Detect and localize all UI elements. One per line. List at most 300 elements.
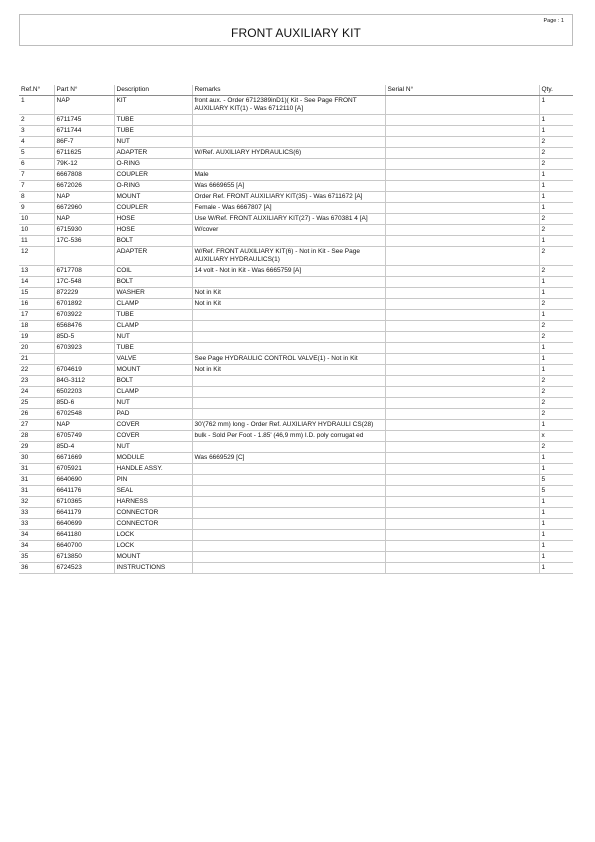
cell-qty: 1 <box>539 541 573 552</box>
table-row <box>19 126 573 137</box>
table-row <box>19 563 573 574</box>
cell-qty: 1 <box>539 310 573 321</box>
column-header-description: Description <box>114 85 192 96</box>
cell-ref: 26 <box>19 409 54 420</box>
table-row <box>19 541 573 552</box>
cell-description: NUT <box>114 398 192 409</box>
cell-ref: 18 <box>19 321 54 332</box>
cell-qty: 1 <box>539 203 573 214</box>
cell-remarks: front aux. - Order 6712389inD1)( Kit - See Page FRONT AUXILIARY KIT(1) - Was 6712110 [A] <box>192 96 385 115</box>
table-row <box>19 247 573 266</box>
cell-part-number: 6711745 <box>54 115 114 126</box>
cell-description: INSTRUCTIONS <box>114 563 192 574</box>
cell-remarks <box>192 519 385 530</box>
table-row <box>19 475 573 486</box>
cell-remarks <box>192 236 385 247</box>
cell-part-number: NAP <box>54 96 114 115</box>
cell-serial <box>385 519 539 530</box>
cell-serial <box>385 225 539 236</box>
cell-qty: 2 <box>539 332 573 343</box>
cell-serial <box>385 192 539 203</box>
cell-part-number: 85D-6 <box>54 398 114 409</box>
table-row <box>19 192 573 203</box>
cell-part-number: 6640690 <box>54 475 114 486</box>
cell-qty: 1 <box>539 236 573 247</box>
cell-part-number: 6502203 <box>54 387 114 398</box>
cell-ref: 25 <box>19 398 54 409</box>
cell-qty: 1 <box>539 126 573 137</box>
cell-part-number: 6703922 <box>54 310 114 321</box>
cell-part-number: 6724523 <box>54 563 114 574</box>
cell-part-number: 6703923 <box>54 343 114 354</box>
parts-table-body <box>19 96 573 574</box>
cell-remarks <box>192 376 385 387</box>
cell-part-number: 17C-548 <box>54 277 114 288</box>
cell-qty: 1 <box>539 181 573 192</box>
cell-ref: 24 <box>19 387 54 398</box>
cell-ref: 14 <box>19 277 54 288</box>
cell-remarks <box>192 508 385 519</box>
cell-description: COVER <box>114 420 192 431</box>
table-row <box>19 137 573 148</box>
cell-description: NUT <box>114 332 192 343</box>
cell-description: COUPLER <box>114 203 192 214</box>
cell-description: MOUNT <box>114 552 192 563</box>
cell-serial <box>385 475 539 486</box>
parts-table-header <box>19 85 573 96</box>
cell-ref: 6 <box>19 159 54 170</box>
cell-part-number: 6641179 <box>54 508 114 519</box>
cell-qty: 2 <box>539 214 573 225</box>
cell-description: CLAMP <box>114 321 192 332</box>
cell-part-number: 85D-5 <box>54 332 114 343</box>
cell-part-number: 6672026 <box>54 181 114 192</box>
table-row <box>19 519 573 530</box>
cell-ref: 22 <box>19 365 54 376</box>
cell-description: MODULE <box>114 453 192 464</box>
cell-qty: 1 <box>539 343 573 354</box>
table-row <box>19 552 573 563</box>
cell-qty: 1 <box>539 277 573 288</box>
table-row <box>19 288 573 299</box>
page-title: FRONT AUXILIARY KIT <box>231 26 361 40</box>
cell-description: HOSE <box>114 225 192 236</box>
table-row <box>19 321 573 332</box>
cell-serial <box>385 563 539 574</box>
table-row <box>19 159 573 170</box>
cell-description: LOCK <box>114 541 192 552</box>
cell-remarks <box>192 137 385 148</box>
cell-serial <box>385 453 539 464</box>
cell-qty: 2 <box>539 266 573 277</box>
cell-ref: 10 <box>19 225 54 236</box>
cell-serial <box>385 181 539 192</box>
cell-serial <box>385 115 539 126</box>
table-row <box>19 398 573 409</box>
header-row <box>19 85 573 96</box>
cell-part-number: 6705921 <box>54 464 114 475</box>
cell-remarks: Not in Kit <box>192 365 385 376</box>
table-row <box>19 310 573 321</box>
table-row <box>19 96 573 115</box>
cell-serial <box>385 288 539 299</box>
table-row <box>19 508 573 519</box>
cell-ref: 2 <box>19 115 54 126</box>
cell-ref: 8 <box>19 192 54 203</box>
cell-description: HANDLE ASSY. <box>114 464 192 475</box>
cell-qty: 2 <box>539 299 573 310</box>
cell-ref: 35 <box>19 552 54 563</box>
cell-remarks: Not in Kit <box>192 299 385 310</box>
cell-description: TUBE <box>114 343 192 354</box>
cell-serial <box>385 321 539 332</box>
cell-description: TUBE <box>114 115 192 126</box>
cell-description: COUPLER <box>114 170 192 181</box>
cell-serial <box>385 159 539 170</box>
table-row <box>19 530 573 541</box>
cell-part-number: 6715930 <box>54 225 114 236</box>
cell-remarks: bulk - Sold Per Foot - 1.85' (46,9 mm) I.D. poly corrugat ed <box>192 431 385 442</box>
cell-part-number: 6702548 <box>54 409 114 420</box>
table-row <box>19 225 573 236</box>
cell-ref: 13 <box>19 266 54 277</box>
table-row <box>19 431 573 442</box>
cell-ref: 7 <box>19 181 54 192</box>
cell-part-number: 6717708 <box>54 266 114 277</box>
cell-part-number: 6641180 <box>54 530 114 541</box>
cell-remarks: Use W/Ref. FRONT AUXILIARY KIT(27) - Was 670381 4 [A] <box>192 214 385 225</box>
cell-remarks <box>192 310 385 321</box>
cell-description: VALVE <box>114 354 192 365</box>
cell-serial <box>385 214 539 225</box>
cell-ref: 10 <box>19 214 54 225</box>
cell-ref: 36 <box>19 563 54 574</box>
cell-ref: 30 <box>19 453 54 464</box>
cell-description: ADAPTER <box>114 148 192 159</box>
table-row <box>19 365 573 376</box>
cell-ref: 34 <box>19 530 54 541</box>
cell-serial <box>385 354 539 365</box>
cell-description: NUT <box>114 442 192 453</box>
cell-serial <box>385 442 539 453</box>
cell-serial <box>385 247 539 266</box>
cell-serial <box>385 365 539 376</box>
table-row <box>19 332 573 343</box>
cell-part-number <box>54 354 114 365</box>
column-header-remarks: Remarks <box>192 85 385 96</box>
cell-part-number: 79K-12 <box>54 159 114 170</box>
cell-serial <box>385 409 539 420</box>
cell-qty: 1 <box>539 552 573 563</box>
cell-part-number: 17C-536 <box>54 236 114 247</box>
cell-remarks: Was 6669655 [A] <box>192 181 385 192</box>
cell-serial <box>385 266 539 277</box>
cell-qty: 1 <box>539 354 573 365</box>
cell-qty: 2 <box>539 442 573 453</box>
cell-qty: 2 <box>539 247 573 266</box>
column-header-part: Part N° <box>54 85 114 96</box>
table-row <box>19 148 573 159</box>
cell-part-number <box>54 247 114 266</box>
cell-description: PIN <box>114 475 192 486</box>
cell-qty: 2 <box>539 376 573 387</box>
cell-serial <box>385 299 539 310</box>
cell-serial <box>385 343 539 354</box>
cell-remarks <box>192 159 385 170</box>
cell-description: O-RING <box>114 181 192 192</box>
cell-description: BOLT <box>114 376 192 387</box>
cell-description: LOCK <box>114 530 192 541</box>
cell-ref: 31 <box>19 486 54 497</box>
cell-ref: 21 <box>19 354 54 365</box>
cell-remarks <box>192 497 385 508</box>
table-row <box>19 442 573 453</box>
cell-description: CONNECTOR <box>114 519 192 530</box>
cell-part-number: 6711744 <box>54 126 114 137</box>
cell-qty: 2 <box>539 387 573 398</box>
cell-ref: 12 <box>19 247 54 266</box>
cell-ref: 31 <box>19 464 54 475</box>
cell-description: KIT <box>114 96 192 115</box>
cell-remarks <box>192 563 385 574</box>
cell-qty: x <box>539 431 573 442</box>
cell-serial <box>385 497 539 508</box>
cell-ref: 27 <box>19 420 54 431</box>
cell-qty: 1 <box>539 519 573 530</box>
table-row <box>19 214 573 225</box>
cell-ref: 9 <box>19 203 54 214</box>
cell-qty: 1 <box>539 508 573 519</box>
cell-part-number: 6710365 <box>54 497 114 508</box>
cell-remarks <box>192 409 385 420</box>
cell-remarks: 30'(762 mm) long - Order Ref. AUXILIARY HYDRAULI CS(28) <box>192 420 385 431</box>
column-header-serial: Serial N° <box>385 85 539 96</box>
cell-part-number: 872229 <box>54 288 114 299</box>
cell-part-number: 86F-7 <box>54 137 114 148</box>
cell-part-number: 85D-4 <box>54 442 114 453</box>
cell-serial <box>385 277 539 288</box>
cell-description: BOLT <box>114 236 192 247</box>
table-row <box>19 115 573 126</box>
cell-description: CONNECTOR <box>114 508 192 519</box>
cell-ref: 19 <box>19 332 54 343</box>
cell-ref: 16 <box>19 299 54 310</box>
cell-qty: 1 <box>539 96 573 115</box>
page-header <box>19 14 573 46</box>
cell-description: HOSE <box>114 214 192 225</box>
cell-ref: 34 <box>19 541 54 552</box>
table-row <box>19 266 573 277</box>
cell-qty: 1 <box>539 497 573 508</box>
cell-description: SEAL <box>114 486 192 497</box>
cell-ref: 28 <box>19 431 54 442</box>
cell-description: ADAPTER <box>114 247 192 266</box>
cell-part-number: 6672960 <box>54 203 114 214</box>
table-row <box>19 420 573 431</box>
table-row <box>19 387 573 398</box>
cell-description: TUBE <box>114 310 192 321</box>
table-row <box>19 277 573 288</box>
cell-remarks <box>192 126 385 137</box>
cell-part-number: NAP <box>54 420 114 431</box>
table-row <box>19 376 573 387</box>
cell-description: MOUNT <box>114 192 192 203</box>
cell-qty: 2 <box>539 225 573 236</box>
cell-part-number: NAP <box>54 192 114 203</box>
cell-ref: 15 <box>19 288 54 299</box>
cell-ref: 17 <box>19 310 54 321</box>
cell-serial <box>385 464 539 475</box>
cell-description: NUT <box>114 137 192 148</box>
cell-remarks <box>192 552 385 563</box>
cell-serial <box>385 148 539 159</box>
cell-qty: 5 <box>539 475 573 486</box>
parts-table <box>19 85 573 574</box>
cell-part-number: 6641176 <box>54 486 114 497</box>
table-row <box>19 236 573 247</box>
table-row <box>19 299 573 310</box>
table-row <box>19 203 573 214</box>
cell-serial <box>385 431 539 442</box>
cell-ref: 29 <box>19 442 54 453</box>
cell-remarks <box>192 442 385 453</box>
cell-description: HARNESS <box>114 497 192 508</box>
cell-serial <box>385 508 539 519</box>
cell-remarks: Female - Was 6667807 [A] <box>192 203 385 214</box>
cell-serial <box>385 332 539 343</box>
table-row <box>19 409 573 420</box>
cell-qty: 1 <box>539 365 573 376</box>
cell-remarks <box>192 541 385 552</box>
cell-part-number: 6701892 <box>54 299 114 310</box>
cell-remarks <box>192 115 385 126</box>
cell-description: PAD <box>114 409 192 420</box>
cell-part-number: 84G-3112 <box>54 376 114 387</box>
table-row <box>19 181 573 192</box>
cell-serial <box>385 96 539 115</box>
cell-remarks: W/Ref. FRONT AUXILIARY KIT(6) - Not in Kit - See Page AUXILIARY HYDRAULICS(1) <box>192 247 385 266</box>
cell-serial <box>385 376 539 387</box>
cell-description: MOUNT <box>114 365 192 376</box>
table-row <box>19 170 573 181</box>
cell-remarks: W/Ref. AUXILIARY HYDRAULICS(6) <box>192 148 385 159</box>
cell-qty: 2 <box>539 398 573 409</box>
cell-serial <box>385 530 539 541</box>
cell-serial <box>385 137 539 148</box>
cell-description: TUBE <box>114 126 192 137</box>
cell-part-number: 6713850 <box>54 552 114 563</box>
cell-qty: 2 <box>539 321 573 332</box>
table-row <box>19 453 573 464</box>
cell-remarks <box>192 387 385 398</box>
cell-ref: 11 <box>19 236 54 247</box>
cell-serial <box>385 486 539 497</box>
cell-remarks: W/cover <box>192 225 385 236</box>
cell-remarks: Male <box>192 170 385 181</box>
cell-serial <box>385 310 539 321</box>
cell-ref: 5 <box>19 148 54 159</box>
cell-qty: 2 <box>539 137 573 148</box>
cell-ref: 7 <box>19 170 54 181</box>
cell-remarks: Was 6669529 [C] <box>192 453 385 464</box>
cell-serial <box>385 420 539 431</box>
cell-description: COVER <box>114 431 192 442</box>
page-number-label: Page : 1 <box>543 18 564 24</box>
cell-qty: 2 <box>539 148 573 159</box>
cell-part-number: 6667808 <box>54 170 114 181</box>
cell-qty: 1 <box>539 170 573 181</box>
cell-qty: 1 <box>539 115 573 126</box>
table-row <box>19 464 573 475</box>
cell-qty: 1 <box>539 453 573 464</box>
cell-qty: 1 <box>539 192 573 203</box>
cell-qty: 1 <box>539 464 573 475</box>
cell-part-number: 6640700 <box>54 541 114 552</box>
cell-description: O-RING <box>114 159 192 170</box>
cell-serial <box>385 170 539 181</box>
cell-remarks <box>192 475 385 486</box>
cell-serial <box>385 126 539 137</box>
table-row <box>19 343 573 354</box>
cell-remarks <box>192 321 385 332</box>
cell-serial <box>385 203 539 214</box>
cell-qty: 5 <box>539 486 573 497</box>
cell-part-number: NAP <box>54 214 114 225</box>
cell-part-number: 6704619 <box>54 365 114 376</box>
cell-remarks <box>192 398 385 409</box>
cell-serial <box>385 387 539 398</box>
cell-part-number: 6568476 <box>54 321 114 332</box>
column-header-ref: Ref.N° <box>19 85 54 96</box>
column-header-qty: Qty. <box>539 85 573 96</box>
cell-remarks <box>192 332 385 343</box>
cell-description: CLAMP <box>114 299 192 310</box>
cell-serial <box>385 236 539 247</box>
cell-ref: 33 <box>19 508 54 519</box>
cell-remarks <box>192 486 385 497</box>
cell-qty: 1 <box>539 288 573 299</box>
cell-serial <box>385 398 539 409</box>
cell-remarks: Order Ref. FRONT AUXILIARY KIT(35) - Was 6711672 [A] <box>192 192 385 203</box>
cell-remarks: 14 volt - Not in Kit - Was 6665759 [A] <box>192 266 385 277</box>
cell-serial <box>385 541 539 552</box>
cell-qty: 1 <box>539 420 573 431</box>
table-row <box>19 486 573 497</box>
cell-part-number: 6640699 <box>54 519 114 530</box>
table-row <box>19 497 573 508</box>
cell-remarks <box>192 343 385 354</box>
cell-description: BOLT <box>114 277 192 288</box>
cell-ref: 31 <box>19 475 54 486</box>
cell-part-number: 6705749 <box>54 431 114 442</box>
cell-remarks <box>192 277 385 288</box>
cell-description: CLAMP <box>114 387 192 398</box>
cell-ref: 32 <box>19 497 54 508</box>
cell-ref: 33 <box>19 519 54 530</box>
cell-description: WASHER <box>114 288 192 299</box>
cell-remarks: See Page HYDRAULIC CONTROL VALVE(1) - Not in Kit <box>192 354 385 365</box>
cell-qty: 2 <box>539 409 573 420</box>
cell-part-number: 6671669 <box>54 453 114 464</box>
cell-serial <box>385 552 539 563</box>
cell-qty: 2 <box>539 159 573 170</box>
cell-ref: 4 <box>19 137 54 148</box>
cell-qty: 1 <box>539 530 573 541</box>
cell-ref: 23 <box>19 376 54 387</box>
cell-part-number: 6711625 <box>54 148 114 159</box>
cell-ref: 3 <box>19 126 54 137</box>
cell-remarks <box>192 530 385 541</box>
